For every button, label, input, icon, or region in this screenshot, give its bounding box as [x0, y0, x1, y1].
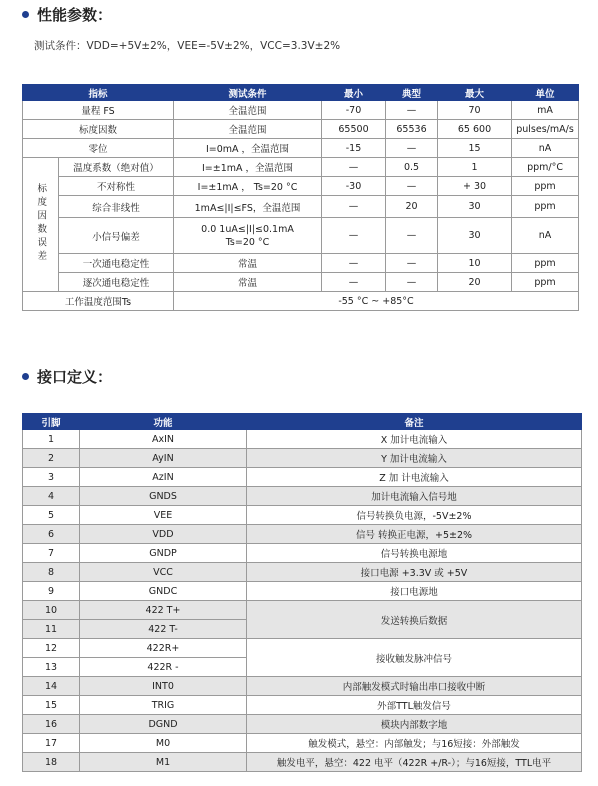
param-min: — [322, 254, 386, 273]
pin-number: 17 [23, 734, 80, 753]
table-row [23, 696, 582, 715]
pin-number: 3 [23, 468, 80, 487]
table-row [23, 430, 582, 449]
table-row [23, 582, 582, 601]
param-min: 65500 [322, 120, 386, 139]
table-row [23, 292, 579, 311]
header-cell: 最小 [322, 85, 386, 101]
param-cond [174, 218, 322, 254]
table-row [23, 177, 579, 196]
pin-note: 信号 转换正电源，+5±2% [247, 525, 582, 544]
pin-number: 12 [23, 639, 80, 658]
param-min: -15 [322, 139, 386, 158]
param-cond-line: 0.0 1uA≤|I|≤0.1mA [201, 223, 294, 235]
param-max: 15 [438, 139, 512, 158]
param-unit: ppm [512, 254, 579, 273]
pin-function: M1 [80, 753, 247, 772]
bullet-icon [22, 11, 29, 18]
param-unit: mA [512, 101, 579, 120]
pin-function: 422R+ [80, 639, 247, 658]
test-conditions: 测试条件：VDD=+5V±2%，VEE=-5V±2%，VCC=3.3V±2% [34, 40, 341, 52]
performance-table [22, 84, 579, 311]
bullet-icon [22, 373, 29, 380]
param-min: — [322, 158, 386, 177]
param-min: -30 [322, 177, 386, 196]
param-unit: ppm [512, 177, 579, 196]
pin-function: TRIG [80, 696, 247, 715]
param-typ: — [386, 218, 438, 254]
table-row [23, 254, 579, 273]
table-row [23, 639, 582, 658]
param-typ: — [386, 254, 438, 273]
pin-number: 5 [23, 506, 80, 525]
pin-note: 外部TTL触发信号 [247, 696, 582, 715]
pin-note: 接口电源地 [247, 582, 582, 601]
param-name: 零位 [23, 139, 174, 158]
param-name: 一次通电稳定性 [59, 254, 174, 273]
header-cell: 备注 [247, 414, 582, 430]
table-header-row [23, 414, 582, 430]
pin-function: VCC [80, 563, 247, 582]
pin-number: 4 [23, 487, 80, 506]
pin-note: 接收触发脉冲信号 [247, 639, 582, 677]
table-row [23, 196, 579, 218]
param-typ: — [386, 139, 438, 158]
param-max: 20 [438, 273, 512, 292]
pin-number: 11 [23, 620, 80, 639]
pin-number: 2 [23, 449, 80, 468]
param-unit: ppm/°C [512, 158, 579, 177]
pin-table [22, 413, 582, 772]
pin-function: VDD [80, 525, 247, 544]
pin-number: 10 [23, 601, 80, 620]
param-name: 逐次通电稳定性 [59, 273, 174, 292]
pin-number: 18 [23, 753, 80, 772]
table-row [23, 563, 582, 582]
pin-function: 422 T+ [80, 601, 247, 620]
table-header-row [23, 85, 579, 101]
param-min: -70 [322, 101, 386, 120]
param-name: 综合非线性 [59, 196, 174, 218]
param-cond: 1mA≤|I|≤FS，全温范围 [174, 196, 322, 218]
header-cell: 单位 [512, 85, 579, 101]
param-typ: — [386, 273, 438, 292]
pin-note: 信号转换负电源，-5V±2% [247, 506, 582, 525]
param-unit: ppm [512, 196, 579, 218]
param-name: 量程 FS [23, 101, 174, 120]
section-title-text: 性能参数： [37, 6, 113, 24]
param-typ: 65536 [386, 120, 438, 139]
table-row [23, 734, 582, 753]
param-max: + 30 [438, 177, 512, 196]
param-max: 30 [438, 218, 512, 254]
table-row [23, 139, 579, 158]
table-row [23, 468, 582, 487]
pin-function: VEE [80, 506, 247, 525]
pin-function: DGND [80, 715, 247, 734]
param-unit: nA [512, 218, 579, 254]
pin-function: AxIN [80, 430, 247, 449]
pin-number: 9 [23, 582, 80, 601]
param-cond: I=±1mA ，全温范围 [174, 158, 322, 177]
table-row [23, 158, 579, 177]
header-cell: 测试条件 [174, 85, 322, 101]
header-cell: 功能 [80, 414, 247, 430]
pin-function: GNDS [80, 487, 247, 506]
pin-number: 7 [23, 544, 80, 563]
pin-function: INT0 [80, 677, 247, 696]
param-unit: nA [512, 139, 579, 158]
table-row [23, 120, 579, 139]
table-row [23, 753, 582, 772]
param-max: 1 [438, 158, 512, 177]
pin-function: GNDC [80, 582, 247, 601]
param-cond: I=±1mA ， Ts=20 °C [174, 177, 322, 196]
table-row [23, 677, 582, 696]
section-title-performance [22, 4, 112, 25]
param-typ: — [386, 177, 438, 196]
table-row [23, 506, 582, 525]
pin-function: 422R - [80, 658, 247, 677]
param-range: -55 °C ~ +85°C [174, 292, 579, 311]
param-min: — [322, 273, 386, 292]
header-cell: 引脚 [23, 414, 80, 430]
pin-number: 8 [23, 563, 80, 582]
table-row [23, 218, 579, 254]
table-row [23, 101, 579, 120]
param-unit: ppm [512, 273, 579, 292]
pin-number: 13 [23, 658, 80, 677]
param-typ: 20 [386, 196, 438, 218]
pin-function: 422 T- [80, 620, 247, 639]
pin-function: AyIN [80, 449, 247, 468]
pin-note: 内部触发模式时输出串口接收中断 [247, 677, 582, 696]
param-name: 工作温度范围Ts [23, 292, 174, 311]
param-unit: pulses/mA/s [512, 120, 579, 139]
pin-note: 触发模式，悬空：内部触发；与16短接：外部触发 [247, 734, 582, 753]
section-title-interface [22, 366, 112, 387]
side-label: 标度因数误差 [35, 182, 47, 264]
pin-note: 发送转换后数据 [247, 601, 582, 639]
header-cell: 最大 [438, 85, 512, 101]
pin-number: 14 [23, 677, 80, 696]
pin-number: 16 [23, 715, 80, 734]
table-row [23, 525, 582, 544]
param-name: 小信号偏差 [59, 218, 174, 254]
table-row [23, 544, 582, 563]
pin-number: 15 [23, 696, 80, 715]
param-name: 温度系数（绝对值） [59, 158, 174, 177]
pin-note: 信号转换电源地 [247, 544, 582, 563]
param-cond: 常温 [174, 254, 322, 273]
param-name: 标度因数 [23, 120, 174, 139]
header-cell: 指标 [23, 85, 174, 101]
param-max: 30 [438, 196, 512, 218]
pin-function: GNDP [80, 544, 247, 563]
pin-function: M0 [80, 734, 247, 753]
param-min: — [322, 218, 386, 254]
param-min: — [322, 196, 386, 218]
pin-note: 触发电平，悬空：422 电平（422R +/R-）；与16短接，TTL电平 [247, 753, 582, 772]
table-row [23, 273, 579, 292]
pin-note: 接口电源 +3.3V 或 +5V [247, 563, 582, 582]
param-typ: — [386, 101, 438, 120]
param-max: 65 600 [438, 120, 512, 139]
param-max: 10 [438, 254, 512, 273]
pin-note: Y 加计电流输入 [247, 449, 582, 468]
header-cell: 典型 [386, 85, 438, 101]
param-name: 不对称性 [59, 177, 174, 196]
param-cond-line: Ts=20 °C [225, 236, 270, 248]
side-label-cell [23, 158, 59, 292]
table-row [23, 715, 582, 734]
pin-number: 1 [23, 430, 80, 449]
pin-note: Z 加 计电流输入 [247, 468, 582, 487]
param-max: 70 [438, 101, 512, 120]
param-cond: I=0mA ，全温范围 [174, 139, 322, 158]
param-cond: 常温 [174, 273, 322, 292]
pin-note: 模块内部数字地 [247, 715, 582, 734]
pin-function: AzIN [80, 468, 247, 487]
param-cond: 全温范围 [174, 101, 322, 120]
table-row [23, 449, 582, 468]
param-cond: 全温范围 [174, 120, 322, 139]
pin-note: 加计电流输入信号地 [247, 487, 582, 506]
param-typ: 0.5 [386, 158, 438, 177]
pin-note: X 加计电流输入 [247, 430, 582, 449]
table-row [23, 601, 582, 620]
section-title-text: 接口定义： [37, 368, 113, 386]
pin-number: 6 [23, 525, 80, 544]
table-row [23, 487, 582, 506]
